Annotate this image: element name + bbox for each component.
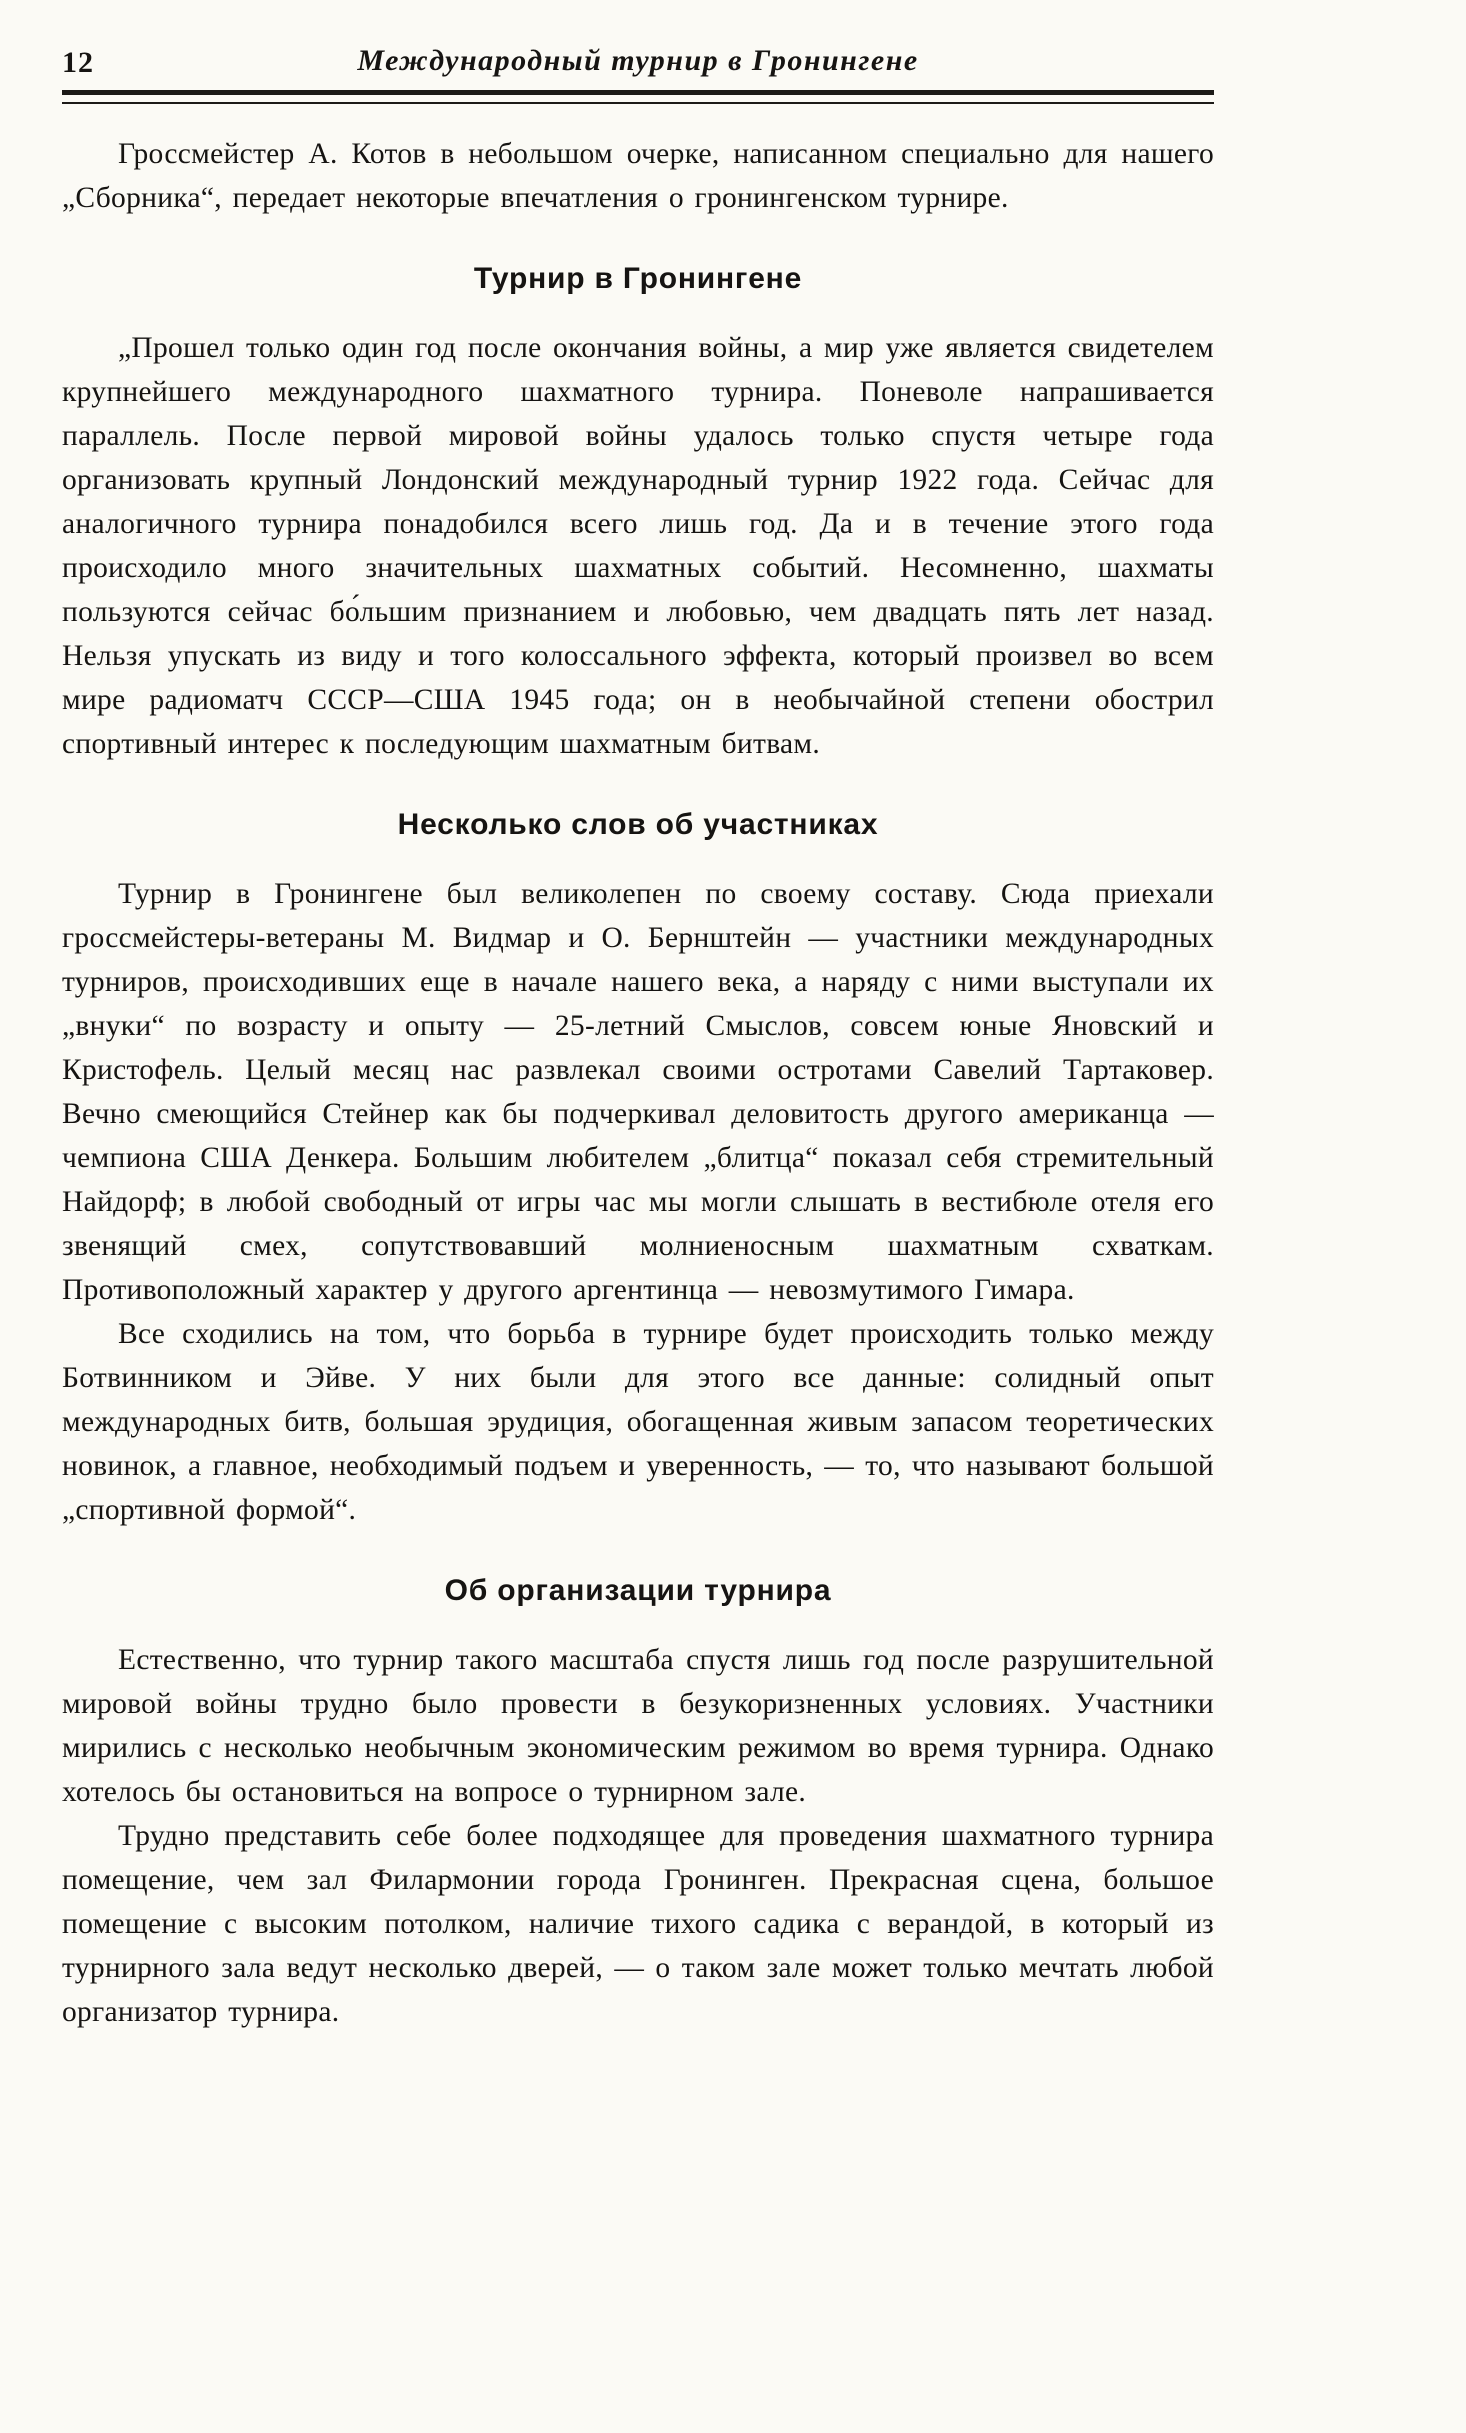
section-heading-organization: Об организации турнира — [444, 1574, 832, 1607]
page-header — [62, 44, 1214, 88]
header-rule-thin — [62, 102, 1214, 104]
paragraph: „Прошел только один год после окончания войны, а мир уже является свидетелем крупнейшего международного шахматного турнира. Поневоле напрашивается параллель. После первой мировой войны удалось только спустя четыре года организовать крупный Лондонский международный турнир 1922 года. Сейчас для аналогичного турнира понадобился всего лишь год. Да и в течение этого года происходило много значительных шахматных событий. Несомненно, шахматы пользуются сейчас бо́льшим признанием и любовью, чем двадцать пять лет назад. Нельзя упускать из виду и того колоссального эффекта, который произвел во всем мире радиоматч СССР—США 1945 года; он в необычайной степени обострил спортивный интерес к последующим шахматным битвам. — [62, 332, 1214, 760]
paragraph: Все сходились на том, что борьба в турнире будет происходить только между Ботвинником и Эйве. У них были для этого все данные: солидный опыт международных битв, большая эрудиция, обогащенная живым запасом теоретических новинок, а главное, необходимый подъем и уверенность, — то, что называют большой „спортивной формой“. — [62, 1318, 1214, 1526]
paragraph: Естественно, что турнир такого масштаба спустя лишь год после разрушительной мировой войны трудно было провести в безукоризненных условиях. Участники мирились с несколько необычным экономическим режимом во время турнира. Однако хотелось бы остановиться на вопросе о турнирном зале. — [62, 1644, 1214, 1808]
section-heading-tournament: Турнир в Гронингене — [473, 262, 803, 295]
intro-paragraph: Гроссмейстер А. Котов в небольшом очерке, написанном специально для нашего „Сборника“, передает некоторые впечатления о гронингенском турнире. — [62, 138, 1214, 214]
paragraph: Турнир в Гронингене был великолепен по своему составу. Сюда приехали гроссмейстеры-ветераны М. Видмар и О. Бернштейн — участники международных турниров, происходивших еще в начале нашего века, а наряду с ними выступали их „внуки“ по возрасту и опыту — 25-летний Смыслов, совсем юные Яновский и Кристофель. Целый месяц нас развлекал своими остротами Савелий Тартаковер. Вечно смеющийся Стейнер как бы подчеркивал деловитость другого американца — чемпиона США Денкера. Большим любителем „блитца“ показал себя стремительный Найдорф; в любой свободный от игры час мы могли слышать в вестибюле отеля его звенящий смех, сопутствовавший молниеносным шахматным схваткам. Противоположный характер у другого аргентинца — невозмутимого Гимара. — [62, 878, 1214, 1306]
paragraph: Трудно представить себе более подходящее для проведения шахматного турнира помещение, чем зал Филармонии города Гронинген. Прекрасная сцена, большое помещение с высоким потолком, наличие тихого садика с верандой, в который из турнирного зала ведут несколько дверей, — о таком зале может только мечтать любой организатор турнира. — [62, 1820, 1214, 2028]
section-heading-participants: Несколько слов об участниках — [397, 808, 879, 841]
page-number: 12 — [62, 46, 94, 79]
header-rule-thick — [62, 90, 1214, 95]
running-title: Международный турнир в Гронингене — [357, 44, 919, 77]
page-content — [62, 132, 1214, 2034]
